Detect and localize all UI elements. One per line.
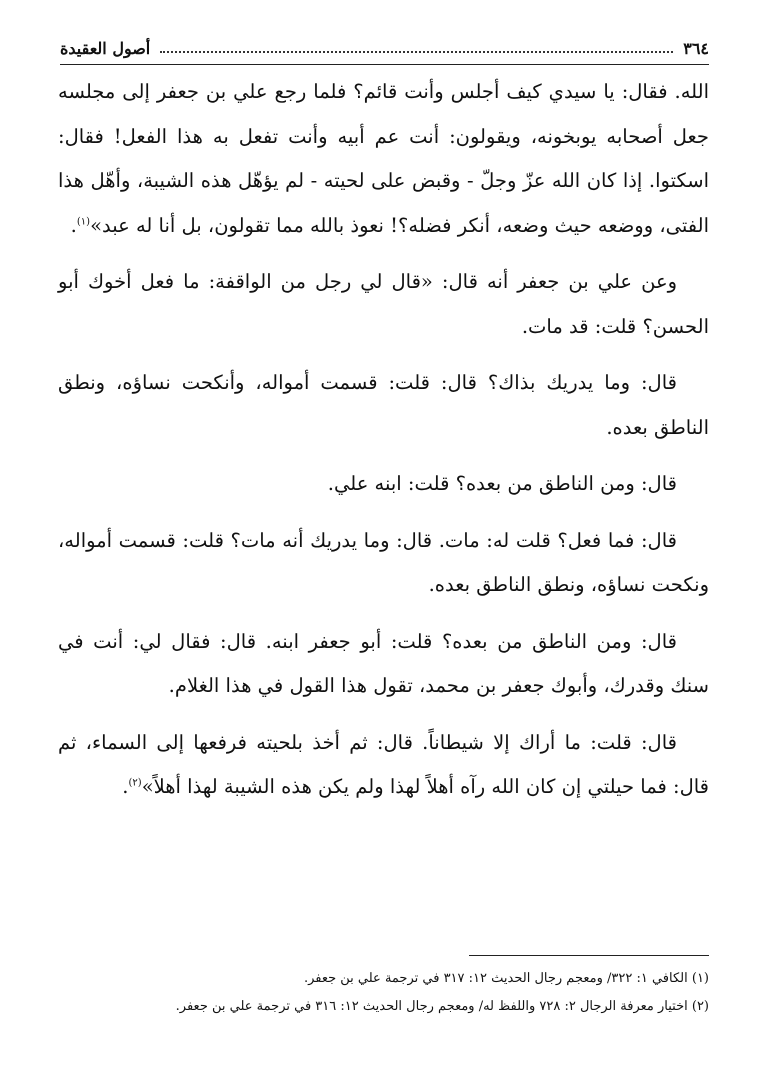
main-text — [58, 70, 709, 822]
footnote-separator — [469, 955, 709, 956]
footnote: (٢) اختيار معرفة الرجال ٢: ٧٢٨ واللفظ له/ ومعجم رجال الحديث ١٢: ٣١٦ في ترجمة علي بن جعفر. — [175, 999, 709, 1014]
paragraph: قال: ومن الناطق من بعده؟ قلت: ابنه علي. — [327, 472, 677, 495]
footnote-ref: (١) — [76, 216, 91, 227]
paragraph: قال: وما يدريك بذاك؟ قال: قلت: قسمت أمواله، وأنكحت نساؤه، ونطق الناطق بعده. — [58, 371, 709, 439]
running-title: أصول العقيدة — [60, 39, 151, 58]
footnote: (١) الكافي ١: ٣٢٢/ ومعجم رجال الحديث ١٢: ٣١٧ في ترجمة علي بن جعفر. — [303, 971, 709, 986]
paragraph: الله. فقال: يا سيدي كيف أجلس وأنت قائم؟ فلما رجع علي بن جعفر إلى مجلسه جعل أصحابه يوبخونه، ويقولون: أنت عم أبيه وأنت تفعل به هذا الفعل! فقال: اسكتوا. إذا كان الله عزّ وجلّ - وقبض على لحيته - لم يؤهّل هذه الشيبة، وأهّل هذا الفتى، ووضعه حيث وضعه، أنكر فضله؟! نعوذ بالله مما تقولون، بل أنا له عبد»$^{(١)}$. — [58, 80, 709, 237]
paragraph: قال: قلت: ما أراك إلا شيطاناً. قال: ثم أخذ بلحيته فرفعها إلى السماء، ثم قال: فما حيلتي إن كان الله رآه أهلاً لهذا ولم يكن هذه الشيبة لهذا أهلاً»$^{(٢)}$. — [58, 730, 709, 798]
paragraph: قال: فما فعل؟ قلت له: مات. قال: وما يدريك أنه مات؟ قلت: قسمت أمواله، ونكحت نساؤه، ونطق الناطق بعده. — [58, 528, 709, 596]
running-header — [60, 18, 709, 65]
paragraph: قال: ومن الناطق من بعده؟ قلت: أبو جعفر ابنه. قال: فقال لي: أنت في سنك وقدرك، وأبوك جعفر بن محمد، تقول هذا القول في هذا الغلام. — [58, 629, 709, 697]
footnote-ref: (٢) — [128, 777, 142, 789]
header-dot-leader — [160, 51, 673, 53]
footnotes — [58, 965, 709, 1021]
paragraph: وعن علي بن جعفر أنه قال: «قال لي رجل من الواقفة: ما فعل أخوك أبو الحسن؟ قلت: قد مات. — [58, 270, 709, 338]
page-number: ٣٦٤ — [683, 39, 709, 58]
